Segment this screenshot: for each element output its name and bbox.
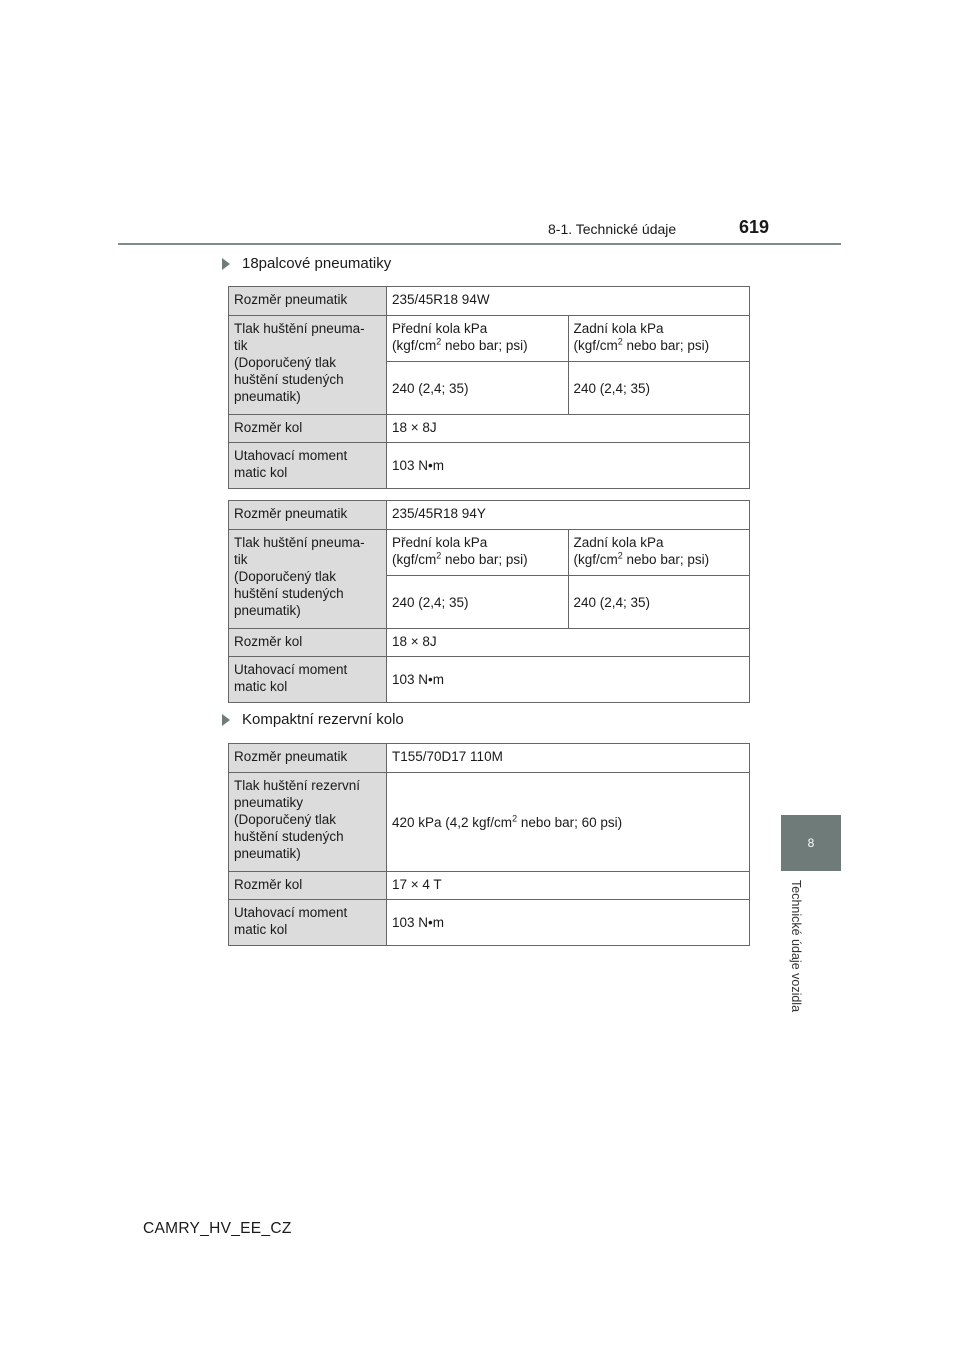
chapter-title: Technické údaje vozidla	[789, 880, 803, 1013]
footer-model-code: CAMRY_HV_EE_CZ	[143, 1220, 292, 1237]
table-row	[229, 316, 750, 362]
table-row	[229, 287, 750, 316]
triangle-bullet-icon	[222, 714, 230, 726]
label-line: tik	[234, 552, 248, 567]
header-line: Přední kola kPa	[392, 321, 488, 336]
tire-size-value: 235/45R18 94Y	[387, 501, 750, 530]
tire-size-value: 235/45R18 94W	[387, 287, 750, 316]
torque-label	[229, 657, 387, 703]
chapter-side-title	[784, 880, 808, 1040]
section-heading-text: 18palcové pneumatiky	[242, 255, 392, 272]
chapter-number: 8	[807, 836, 815, 850]
wheel-size-label: Rozměr kol	[229, 415, 387, 443]
section-heading-text: Kompaktní rezervní kolo	[242, 711, 404, 728]
tire-spec-table-94w	[228, 286, 750, 489]
front-wheel-header	[387, 316, 569, 362]
label-line: (Doporučený tlak	[234, 355, 337, 370]
torque-value: 103 N•m	[387, 657, 750, 703]
rear-wheel-header	[568, 530, 750, 576]
label-line: matic kol	[234, 465, 288, 480]
spare-pressure-value: 420 kPa (4,2 kgf/$cm^2$ nebo bar; 60 psi)	[387, 773, 750, 872]
tire-spec-table-94y	[228, 500, 750, 703]
table-row	[229, 872, 750, 900]
unit-line: ($kgf/cm^2$ nebo bar; psi)	[392, 336, 528, 353]
unit-line: ($kgf/cm^2$ nebo bar; psi)	[573, 336, 710, 353]
label-line: huštění studených	[234, 372, 344, 387]
table-row	[229, 629, 750, 657]
rear-pressure-value: 240 (2,4; 35)	[568, 362, 750, 415]
torque-label	[229, 900, 387, 946]
label-line: pneumatik)	[234, 603, 301, 618]
label-line: matic kol	[234, 922, 288, 937]
label-line: Tlak huštění rezervní	[234, 778, 361, 793]
wheel-size-label: Rozměr kol	[229, 629, 387, 657]
section-heading-spare	[222, 711, 404, 728]
torque-label	[229, 443, 387, 489]
label-line: (Doporučený tlak	[234, 812, 337, 827]
label-line: Tlak huštění pneuma-	[234, 321, 365, 336]
label-line: Utahovací moment	[234, 662, 348, 677]
header-section-title: 8-1. Technické údaje	[548, 221, 677, 237]
unit-line: ($kgf/cm^2$ nebo bar; psi)	[573, 550, 710, 567]
label-line: huštění studených	[234, 829, 344, 844]
pressure-label	[229, 773, 387, 872]
header-line: Zadní kola kPa	[573, 321, 664, 336]
rear-pressure-value: 240 (2,4; 35)	[568, 576, 750, 629]
table-row	[229, 501, 750, 530]
unit-line: ($kgf/cm^2$ nebo bar; psi)	[392, 550, 528, 567]
label-line: pneumatik)	[234, 389, 301, 404]
table-row	[229, 530, 750, 576]
tire-size-value: T155/70D17 110M	[387, 744, 750, 773]
header-line: Zadní kola kPa	[573, 535, 664, 550]
torque-value: 103 N•m	[387, 900, 750, 946]
wheel-size-label: Rozměr kol	[229, 872, 387, 900]
label-line: pneumatiky	[234, 795, 304, 810]
label-line: (Doporučený tlak	[234, 569, 337, 584]
wheel-size-value: 18 × 8J	[387, 629, 750, 657]
rear-wheel-header	[568, 316, 750, 362]
front-wheel-header	[387, 530, 569, 576]
triangle-bullet-icon	[222, 258, 230, 270]
table-row	[229, 657, 750, 703]
table-row	[229, 443, 750, 489]
table-row	[229, 744, 750, 773]
table-row	[229, 773, 750, 872]
table-row	[229, 900, 750, 946]
table-row	[229, 415, 750, 443]
section-heading-18inch	[222, 255, 391, 272]
torque-value: 103 N•m	[387, 443, 750, 489]
front-pressure-value: 240 (2,4; 35)	[387, 576, 569, 629]
header-line: Přední kola kPa	[392, 535, 488, 550]
label-line: matic kol	[234, 679, 288, 694]
tire-size-label: Rozměr pneumatik	[229, 501, 387, 530]
label-line: tik	[234, 338, 248, 353]
wheel-size-value: 18 × 8J	[387, 415, 750, 443]
tire-size-label: Rozměr pneumatik	[229, 744, 387, 773]
page-number: 619	[739, 217, 770, 237]
pressure-label	[229, 316, 387, 415]
label-line: pneumatik)	[234, 846, 301, 861]
front-pressure-value: 240 (2,4; 35)	[387, 362, 569, 415]
chapter-tab[interactable]	[781, 815, 841, 871]
label-line: Utahovací moment	[234, 448, 348, 463]
wheel-size-value: 17 × 4 T	[387, 872, 750, 900]
label-line: Tlak huštění pneuma-	[234, 535, 365, 550]
header-divider	[118, 243, 841, 245]
spare-tire-spec-table	[228, 743, 750, 946]
pressure-label	[229, 530, 387, 629]
label-line: Utahovací moment	[234, 905, 348, 920]
tire-size-label: Rozměr pneumatik	[229, 287, 387, 316]
label-line: huštění studených	[234, 586, 344, 601]
